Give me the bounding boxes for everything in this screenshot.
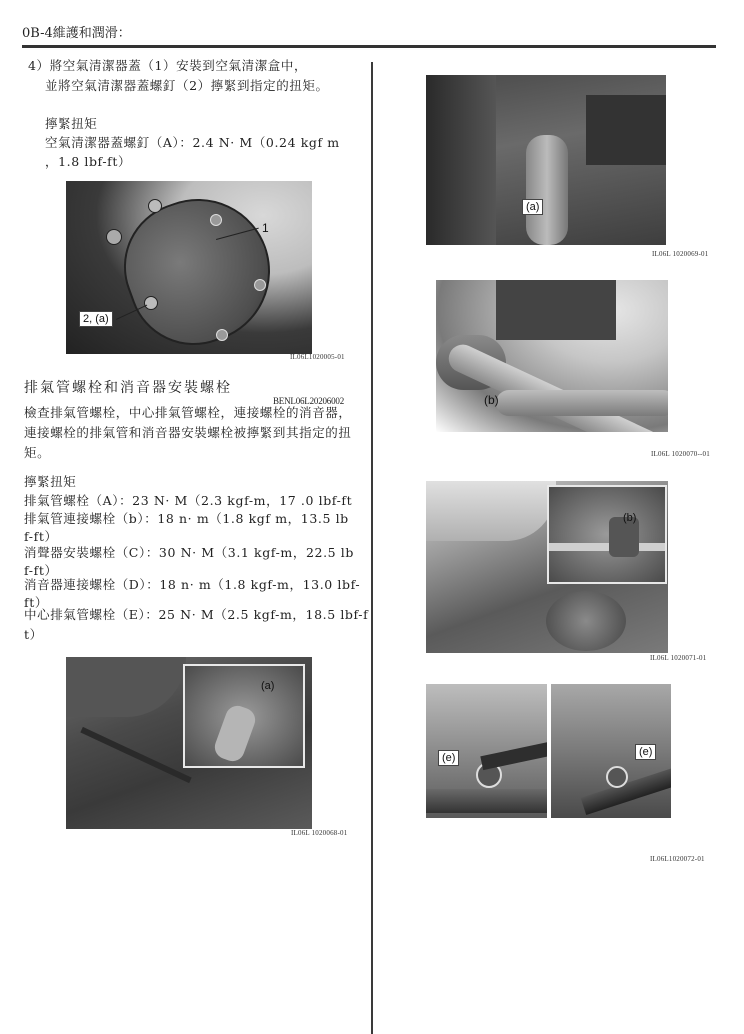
callout-2a: 2, (a) <box>79 311 113 327</box>
cover-shape <box>106 181 291 354</box>
block-shape <box>586 95 666 165</box>
step4-line2: 並將空氣清潔器蓋螺釘（2）擰緊到指定的扭矩。 <box>45 78 329 93</box>
frame-tube <box>549 543 665 551</box>
callout-b: (b) <box>484 393 499 407</box>
figure3-caption: IL06L 1020069-01 <box>652 250 709 258</box>
figure-exhaust-bolt-a <box>66 657 312 829</box>
torque1-line2: ，1.8 lbf-ft） <box>45 154 132 169</box>
torque2-line: f-ft） <box>24 563 58 578</box>
figure-exhaust-b <box>436 280 668 432</box>
engine-block <box>496 280 616 340</box>
figure-center-exhaust-left <box>426 684 547 818</box>
figure2-caption: IL06L 1020068-01 <box>291 829 348 837</box>
figure-exhaust-a <box>426 75 666 245</box>
frame-tube <box>80 727 191 783</box>
step4-line1: 4）將空氣清潔器蓋（1）安裝到空氣清潔盒中， <box>28 58 308 73</box>
callout-e-right: (e) <box>635 744 656 760</box>
callout-e-left: (e) <box>438 750 459 766</box>
torque2-line: 排氣管連接螺栓（b）：18 n· m（1.8 kgf m，13.5 lb <box>24 511 349 526</box>
figure5-caption: IL06L 1020071-01 <box>650 654 707 662</box>
bolt-marker <box>210 214 222 226</box>
torque2-line: t） <box>24 627 43 642</box>
bolt-marker <box>144 296 158 310</box>
section-para-line1: 檢查排氣管螺栓，中心排氣管螺栓，連接螺栓的消音器， <box>24 405 352 420</box>
pipe-shape <box>496 390 668 416</box>
engine-cover <box>546 591 626 651</box>
callout-b: (b) <box>623 512 637 524</box>
strap-shape <box>480 742 547 770</box>
figure4-caption: IL06L 1020070--01 <box>651 450 710 458</box>
bolt-marker <box>106 229 122 245</box>
torque2-line: f-ft） <box>24 529 58 544</box>
inset-photo <box>547 485 667 584</box>
torque1-label: 擰緊扭矩 <box>45 116 98 131</box>
bolt-marker <box>216 329 228 341</box>
torque1-line1: 空氣清潔器蓋螺釘（A）：2.4 N· M（0.24 kgf m <box>45 135 340 150</box>
figure-exhaust-connector-b <box>426 481 668 653</box>
torque2-label: 擰緊扭矩 <box>24 474 77 489</box>
header-rule <box>22 45 716 48</box>
section-code: BENL06L20206002 <box>273 396 344 406</box>
bolt-marker <box>254 279 266 291</box>
callout-a: (a) <box>261 680 275 692</box>
pipe-shape <box>211 703 258 765</box>
torque2-line: 消音器連接螺栓（D）：18 n· m（1.8 kgf-m，13.0 lbf- <box>24 577 361 592</box>
pipe-shape <box>526 135 568 245</box>
torque2-line: 排氣管螺栓（A）：23 N· M（2.3 kgf-m，17 .0 lbf-ft <box>24 493 353 508</box>
figure-center-exhaust-right <box>551 684 671 818</box>
section-para-line3: 矩。 <box>24 445 51 460</box>
seat-shape <box>66 657 186 717</box>
bolt-marker <box>606 766 628 788</box>
figure6-caption: IL06L1020072-01 <box>650 855 705 863</box>
bolt-marker <box>148 199 162 213</box>
figure-air-cleaner-cover <box>66 181 312 354</box>
torque2-line: ft） <box>24 595 48 610</box>
column-divider <box>371 62 373 1034</box>
section-para-line2: 連接螺栓的排氣管和消音器安裝螺栓被擰緊到其指定的扭 <box>24 425 352 440</box>
pipe-shape <box>426 789 547 813</box>
callout-1: 1 <box>262 221 269 235</box>
wheel-shape <box>426 75 496 245</box>
torque2-line: 中心排氣管螺栓（E）：25 N· M（2.5 kgf-m，18.5 lbf-f <box>24 607 369 622</box>
figure1-caption: IL06L1020005-01 <box>290 353 345 361</box>
section-title: 排氣管螺栓和消音器安裝螺栓 <box>24 380 232 396</box>
torque2-line: 消聲器安裝螺栓（C）：30 N· M（3.1 kgf-m，22.5 lb <box>24 545 354 560</box>
inset-photo <box>183 664 305 768</box>
page-header-title: 0B-4維護和潤滑： <box>22 26 131 41</box>
tank-shape <box>426 481 556 541</box>
callout-a: (a) <box>522 199 543 215</box>
